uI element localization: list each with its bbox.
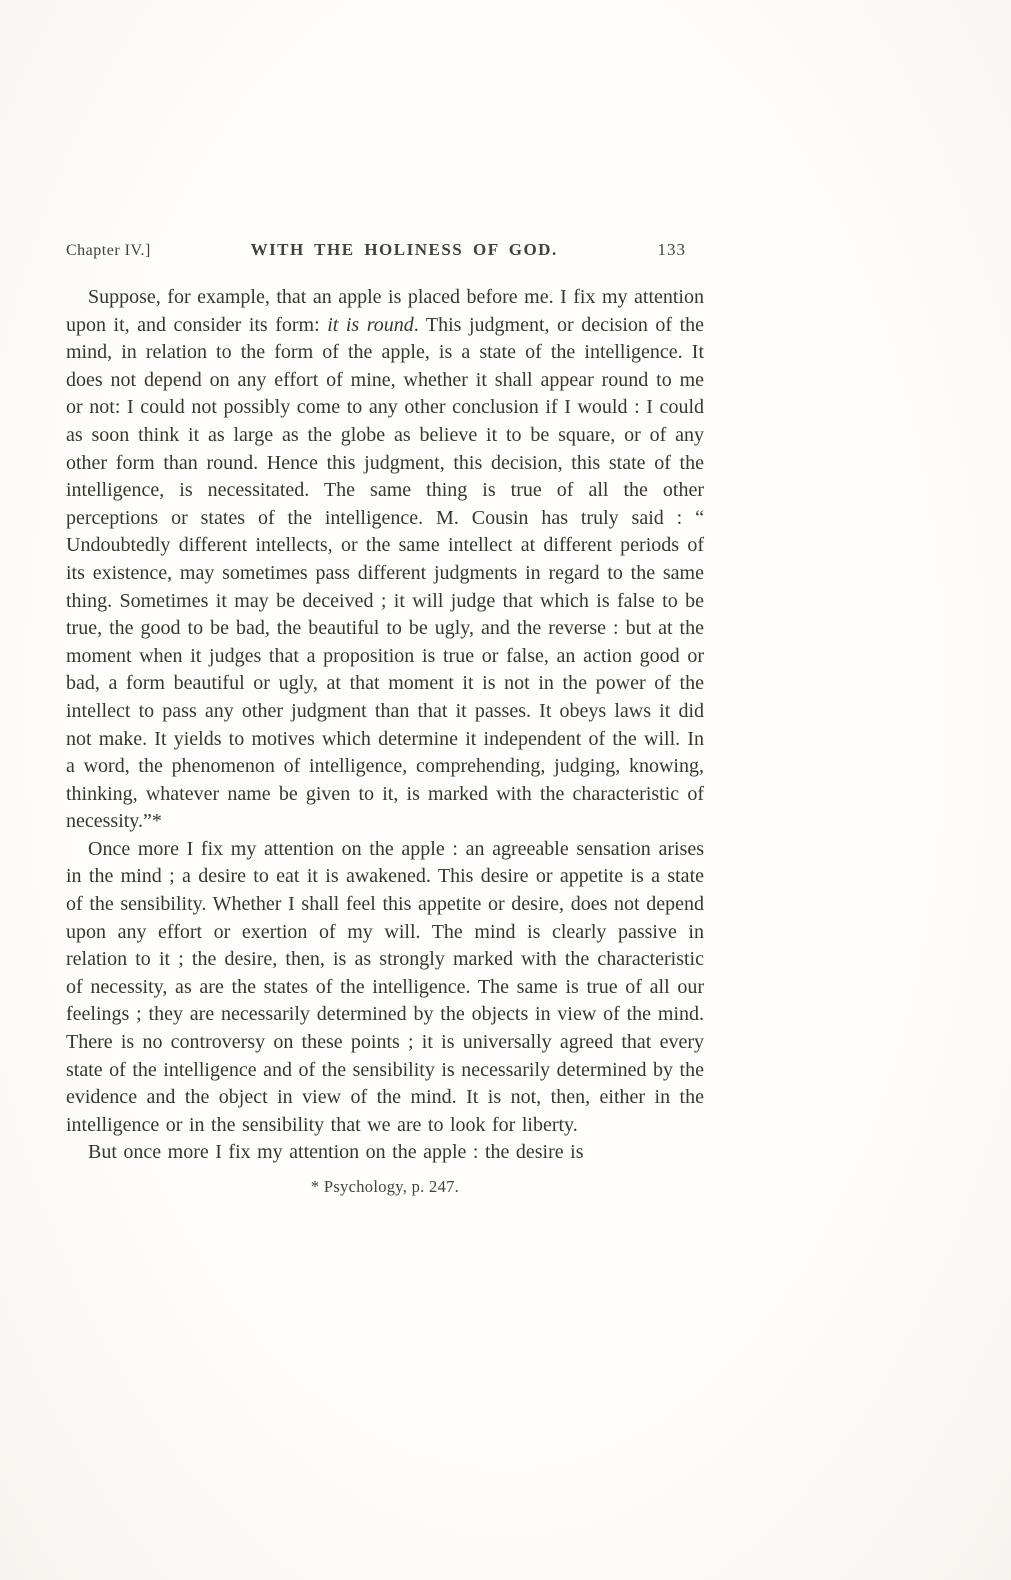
page-body [66,284,704,1167]
page-content [66,240,704,1197]
running-title: WITH THE HOLINESS OF GOD. [250,240,558,259]
paragraph-1-text-after-italic: . This judgment, or decision of the mind, in relation to the form of the apple, is a state of the intelligence. It does not depend on any effort of mine, whether it shall appear round to me or not: I could not possibly come to any other conclusion if I would : I could as soon think it as large as the globe as believe it to be square, or of any other form than round. Hence this judgment, this decision, this state of the intelligence, is necessitated. The same thing is true of all the other perceptions or states of the intelligence. M. Cousin has truly said : “ Undoubtedly different intellects, or the same intellect at different periods of its existence, may sometimes pass different judgments in regard to the same thing. Sometimes it may be deceived ; it will judge that which is false to be true, the good to be bad, the beautiful to be ugly, and the reverse : but at the moment when it judges that a proposition is true or false, an action good or bad, a form beautiful or ugly, at that moment it is not in the power of the intellect to pass any other judgment than that it passes. It obeys laws it did not make. It yields to motives which determine it independent of the will. In a word, the phenomenon of intelligence, comprehending, judging, knowing, thinking, whatever name be given to it, is marked with the characteristic of necessity.”* [66,313,705,833]
paragraph-2: Once more I fix my attention on the apple : an agreeable sensation arises in the mind ; a desire to eat it is awakened. This desire or appetite is a state of the sensibility. Whether I shall feel this appetite or desire, does not depend upon any effort or exertion of my will. The mind is clearly passive in relation to it ; the desire, then, is as strongly marked with the characteristic of necessity, as are the states of the intelligence. The same is true of all our feelings ; they are necessarily determined by the objects in view of the mind. There is no controversy on these points ; it is universally agreed that every state of the intelligence and of the sensibility is necessarily determined by the evidence and the object in view of the mind. It is not, then, either in the intelligence or in the sensibility that we are to look for liberty. [66,837,704,1136]
page-header [66,240,704,260]
paragraph-1-italic-phrase: it is round [327,313,414,336]
page-number: 133 [657,240,686,259]
chapter-label: Chapter IV.] [66,242,151,259]
paragraph-1 [66,284,704,836]
footnote-row [66,1177,704,1197]
paragraph-1-text-before-italic: Suppose, for example, that an apple is placed before me. I fix my attention upon it, and consider its form: [66,286,704,336]
paragraph-3: But once more I fix my attention on the apple : the desire is [88,1141,584,1164]
footnote: * Psychology, p. 247. [310,1177,460,1196]
